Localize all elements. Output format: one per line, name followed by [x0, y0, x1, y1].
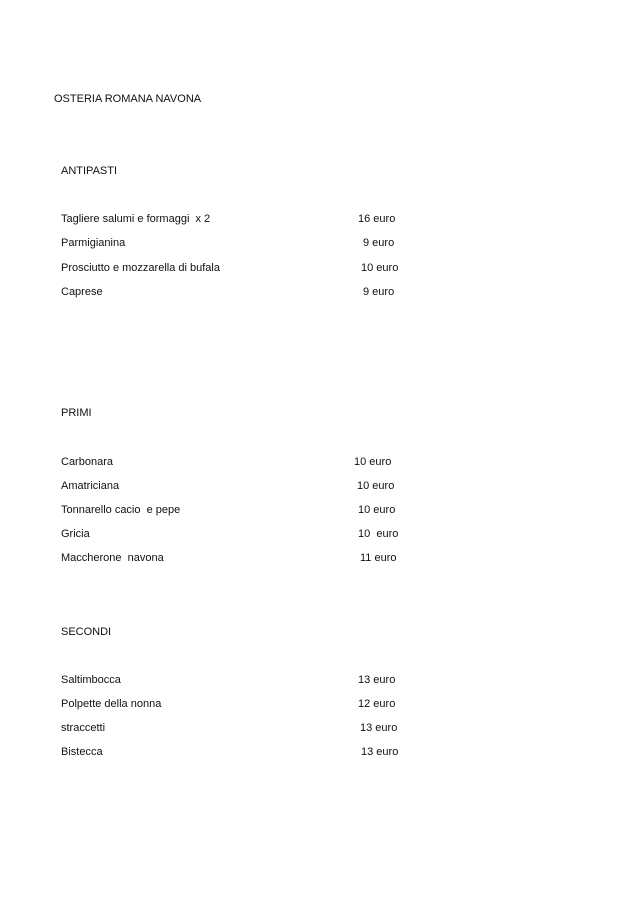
menu-item-name: Saltimbocca — [61, 674, 121, 686]
menu-item-price: 10 euro — [361, 262, 399, 274]
restaurant-title: OSTERIA ROMANA NAVONA — [54, 93, 202, 105]
menu-item-name: Carbonara — [61, 456, 113, 468]
menu-item-name: Caprese — [61, 286, 103, 298]
section-heading-antipasti: ANTIPASTI — [61, 165, 118, 177]
menu-item-price: 9 euro — [363, 237, 395, 249]
menu-item-name: Prosciutto e mozzarella di bufala — [61, 262, 220, 274]
menu-item-name: Tagliere salumi e formaggi x 2 — [61, 213, 211, 225]
menu-item-name: Maccherone navona — [61, 552, 164, 564]
menu-item-price: 10 euro — [358, 504, 396, 516]
menu-item-name: Parmigianina — [61, 237, 126, 249]
menu-item-price: 11 euro — [360, 552, 397, 564]
menu-item-price: 10 euro — [354, 456, 392, 468]
menu-item-price: 10 euro — [357, 480, 395, 492]
menu-item-name: Tonnarello cacio e pepe — [61, 504, 181, 516]
menu-item-name: Bistecca — [61, 746, 103, 758]
section-heading-primi: PRIMI — [61, 407, 92, 419]
menu-item-name: Gricia — [61, 528, 90, 540]
menu-item-price: 13 euro — [361, 746, 399, 758]
menu-item-name: straccetti — [61, 722, 106, 734]
menu-item-price: 13 euro — [360, 722, 398, 734]
menu-item-price: 16 euro — [358, 213, 396, 225]
menu-item-name: Amatriciana — [61, 480, 120, 492]
menu-item-price: 10 euro — [358, 528, 399, 540]
section-heading-secondi: SECONDI — [61, 626, 112, 638]
menu-item-price: 13 euro — [358, 674, 396, 686]
menu-item-price: 12 euro — [358, 698, 396, 710]
menu-item-price: 9 euro — [363, 286, 395, 298]
menu-item-name: Polpette della nonna — [61, 698, 162, 710]
